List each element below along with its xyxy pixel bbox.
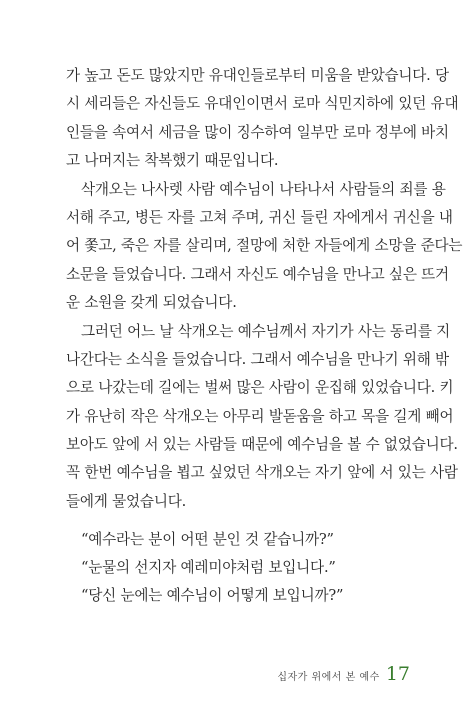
- text-line: 고 나머지는 착복했기 때문입니다.: [66, 152, 279, 170]
- text-line: 서해 주고, 병든 자를 고쳐 주며, 귀신 들린 자에게서 귀신을 내: [66, 208, 453, 226]
- text-line: 인들을 속여서 세금을 많이 징수하여 일부만 로마 정부에 바치: [66, 123, 449, 141]
- text-line: 가 유난히 작은 삭개오는 아무리 발돋움을 하고 목을 길게 빼어: [66, 407, 454, 425]
- text-line: 가 높고 돈도 많았지만 유대인들로부터 미움을 받았습니다. 당: [66, 67, 449, 84]
- text-line: 소문을 들었습니다. 그래서 자신도 예수님을 만나고 싶은 뜨거: [66, 265, 449, 283]
- text-line: 들에게 물었습니다.: [66, 492, 187, 510]
- page-number: 17: [385, 663, 410, 685]
- text-line: 운 소원을 갖게 되었습니다.: [66, 294, 237, 312]
- text-line: 나간다는 소식을 들었습니다. 그래서 예수님을 만나기 위해 밖: [66, 350, 449, 368]
- text-line: 보아도 앞에 서 있는 사람들 때문에 예수님을 볼 수 없었습니다.: [66, 436, 458, 454]
- running-title: 십자가 위에서 본 예수: [277, 672, 380, 683]
- text-line: 시 세리들은 자신들도 유대인이면서 로마 식민지하에 있던 유대: [66, 95, 459, 113]
- text-line: 삭개오는 나사렛 사람 예수님이 나타나서 사람들의 죄를 용: [81, 180, 446, 198]
- dialogue-line: “당신 눈에는 예수님이 어떻게 보입니까?”: [81, 587, 344, 604]
- text-line: 어 쫓고, 죽은 자를 살리며, 절망에 처한 자들에게 소망을 준다는: [66, 237, 463, 255]
- text-line: 으로 나갔는데 길에는 벌써 많은 사람이 운집해 있었습니다. 키: [66, 379, 454, 397]
- text-line: 그러던 어느 날 삭개오는 예수님께서 자기가 사는 동리를 지: [81, 322, 451, 340]
- dialogue-block: [81, 526, 411, 610]
- dialogue-line: “눈물의 선지자 예레미야처럼 보입니다.”: [81, 559, 336, 576]
- page-footer: [277, 663, 410, 685]
- text-line: 꼭 한번 예수님을 뵙고 싶었던 삭개오는 자기 앞에 서 있는 사람: [66, 464, 458, 482]
- body-text: [66, 62, 463, 516]
- dialogue-line: “예수라는 분이 어떤 분인 것 같습니까?”: [81, 531, 334, 548]
